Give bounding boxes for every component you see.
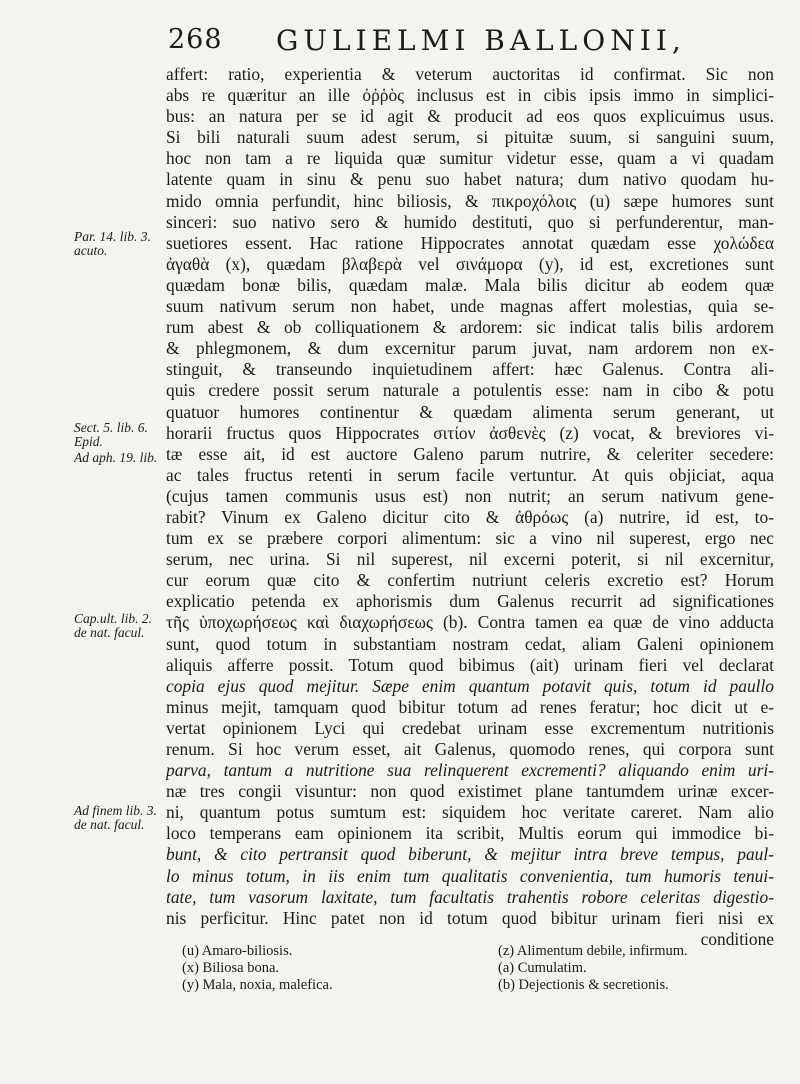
page-number: 268: [168, 24, 223, 55]
text-line: horarii fructus quos Hippocrates σιτίον ἀσθενὲς (z) vocat, & breviores vi-: [166, 422, 774, 443]
text-line: quatuor humores continentur & quædam alimenta serum generant, ut: [166, 401, 774, 422]
text-line: loco temperans eam opinionem ita scribit, Multis eorum qui immodice bi-: [166, 823, 774, 844]
margin-note: Ad aph. 19. lib.: [74, 450, 158, 465]
text-line: rabit? Vinum ex Galeno dicitur cito & ἀθρόως (a) nutrire, id est, to-: [166, 506, 774, 527]
text-line: copia ejus quod mejitur. Sæpe enim quantum potavit quis, totum id paullo: [166, 675, 774, 696]
text-line: suum nativum serum non habet, unde magnas affert molestias, quia se-: [166, 296, 774, 317]
text-line: τῆς ὑποχωρήσεως καὶ διαχωρήσεως (b). Contra tamen ea quæ de vino adducta: [166, 612, 774, 633]
text-line: sinceri: suo nativo sero & humido destituti, quo si perfunderentur, man-: [166, 211, 774, 232]
text-line: tate, tum vasorum laxitate, tum facultatis trahentis robore celeritas digestio-: [166, 886, 774, 907]
text-line: suetiores essent. Hac ratione Hippocrates annotat quædam esse χολώδεα: [166, 232, 774, 253]
main-text: [166, 64, 774, 950]
footnote-column-left: [182, 943, 472, 994]
text-line: quis credere possit serum naturale a potulentis esse: nam in cibo & potu: [166, 380, 774, 401]
text-line: tæ esse ait, id est auctore Galeno parum nutrire, & celeriter secedere:: [166, 443, 774, 464]
text-line: latente quam in sinu & penu suo habet natura; dum nativo quodam hu-: [166, 169, 774, 190]
running-title: GULIELMI BALLONII,: [276, 24, 686, 57]
page-header: [168, 18, 788, 58]
footnote: (a) Cumulatim.: [498, 960, 587, 976]
margin-note: Par. 14. lib. 3. acuto.: [74, 229, 151, 258]
text-line: mido omnia perfundit, hinc biliosis, & πικροχόλοις (u) sæpe humores sunt: [166, 190, 774, 211]
text-line: vertat opinionem Lyci qui credebat urinam esse excrementum nutritionis: [166, 717, 774, 738]
text-line: bus: an natura per se id agit & producit ad eos quos explicuimus usus.: [166, 106, 774, 127]
text-line: & phlegmonem, & dum excernitur parum juvat, nam ardorem non ex-: [166, 338, 774, 359]
text-line: nis perficitur. Hinc patet non id totum quod bibitur urinam fieri nisi ex: [166, 907, 774, 928]
text-line: (cujus tamen communis usus est) non nutrit; an serum nativum gene-: [166, 485, 774, 506]
footnote: (y) Mala, noxia, malefica.: [182, 977, 333, 993]
text-line: abs re quæritur an ille ὀῤῥὸς inclusus est in cibis ipsis immo in simplici-: [166, 85, 774, 106]
margin-note: Cap.ult. lib. 2. de nat. facul.: [74, 611, 153, 640]
text-line: Si bili naturali suum adest serum, si pituitæ suum, si sanguini suum,: [166, 127, 774, 148]
text-line: cur eorum quæ cito & confertim nutriunt celeris excretio est? Horum: [166, 570, 774, 591]
footnote: (u) Amaro-biliosis.: [182, 943, 293, 959]
text-line: hoc non tam a re liquida quæ sumitur videtur esse, quam a vi quadam: [166, 148, 774, 169]
text-line: parva, tantum a nutritione sua relinquerent excrementi? aliquando enim uri-: [166, 760, 774, 781]
margin-note: Sect. 5. lib. 6. Epid.: [74, 420, 148, 449]
text-line: tum ex se præbere corpori alimentum: sic a vino nil superest, ergo nec: [166, 528, 774, 549]
text-line: ni, quantum potus sumtum est: siquidem hoc veritate careret. Nam alio: [166, 802, 774, 823]
text-line: stinguit, & transeundo inquietudinem affert: hæc Galenus. Contra ali-: [166, 359, 774, 380]
text-line: lo minus totum, in iis enim tum qualitatis convenientia, tum humoris tenui-: [166, 865, 774, 886]
footnote: (b) Dejectionis & secretionis.: [498, 977, 669, 993]
text-line: ac tales fructus retenti in serum facile vertuntur. At quis objiciat, aqua: [166, 464, 774, 485]
text-line: quædam bonæ bilis, quædam malæ. Mala bilis dicitur ab eodem quæ: [166, 274, 774, 295]
text-line: aliquis afferre possit. Totum quod bibimus (ait) urinam fieri vel declarat: [166, 654, 774, 675]
margin-note: Ad finem lib. 3. de nat. facul.: [74, 803, 157, 832]
text-line: rum abest & ob colliquationem & ardorem: sic indicat talis bilis ardorem: [166, 317, 774, 338]
footnote: (z) Alimentum debile, infirmum.: [498, 943, 688, 959]
text-line: minus mejit, tamquam quod bibitur totum ad renes feratur; hoc dicit ut e-: [166, 696, 774, 717]
text-line: affert: ratio, experientia & veterum auctoritas id confirmat. Sic non: [166, 64, 774, 84]
catchword: conditione: [700, 928, 774, 949]
text-line: bunt, & cito pertransit quod biberunt, & mejitur intra breve tempus, paul-: [166, 844, 774, 865]
text-line: explicatio petenda ex aphorismis dum Galenus recurrit ad significationes: [166, 591, 774, 612]
text-line: serum, nec urina. Si nil superest, nil excerni poterit, si nil excernitur,: [166, 549, 774, 570]
footnote-column-right: [498, 943, 778, 994]
text-line: sunt, quod totum in substantiam nostram cedat, aliam Galeni opinionem: [166, 633, 774, 654]
footnote: (x) Biliosa bona.: [182, 960, 280, 976]
text-line: renum. Si hoc verum esset, ait Galenus, quomodo renes, qui corpora sunt: [166, 739, 774, 759]
text-line: næ tres congii visuntur: non quod existimet plane tantumdem urinæ excer-: [166, 781, 774, 802]
text-line: ἀγαθὰ (x), quædam βλαβερὰ vel σινάμορα (y), id est, excretiones sunt: [166, 253, 774, 274]
